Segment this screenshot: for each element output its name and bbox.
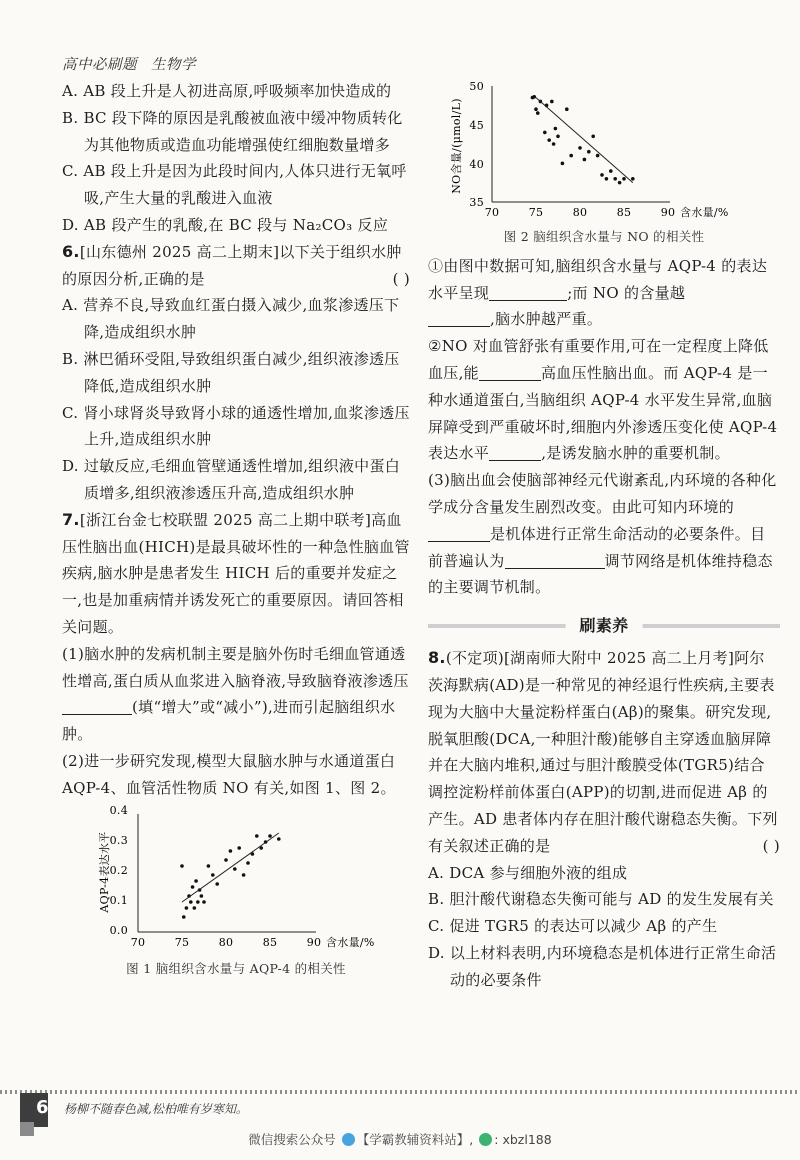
fig2-point-8	[550, 100, 554, 104]
figure-2-caption: 图 2 脑组织含水量与 NO 的相关性	[503, 229, 705, 244]
blank-homeostasis	[428, 523, 490, 542]
left-column	[62, 78, 410, 982]
fig1-point-13	[211, 873, 215, 877]
q5-option-d: D. AB 段产生的乳酸,在 BC 段与 Na₂CO₃ 反应	[62, 215, 389, 234]
fig2-xtick-80: 80	[572, 206, 588, 219]
fig1-ytick-4: 0.4	[109, 803, 128, 817]
fig2-point-12	[561, 162, 565, 166]
q7-part1-text-a: (1)脑水肿的发病机制主要是脑外伤时毛细血管通透性增高,蛋白质从血浆进入脑脊液,导致脑脊液渗透压	[62, 644, 409, 690]
q6-stem: [山东德州 2025 高二上期末]以下关于组织水肿的原因分析,正确的是	[62, 242, 402, 288]
fig1-point-7	[194, 879, 198, 883]
q8-answer-paren: ( )	[762, 836, 780, 855]
fig2-ytick-35: 35	[469, 196, 484, 209]
fig1-point-17	[233, 867, 237, 871]
q8-number: 8.	[428, 648, 446, 668]
fig1-point-15	[224, 858, 228, 862]
r2-text-b: 高血压性脑出血。而 AQP-4 是一种水通道蛋白,当脑组织 AQP-4 水平发生异常,血脑屏障受到严重破坏时,细胞内外渗透压变化使 AQP-4 表达水平	[428, 363, 778, 463]
fig2-point-17	[587, 150, 591, 154]
blank-osmotic	[62, 696, 132, 715]
q8-option-a: A. DCA 参与细胞外液的组成	[428, 863, 628, 882]
fig2-point-11	[556, 134, 560, 138]
fig1-point-0	[180, 864, 184, 868]
fig1-point-5	[191, 885, 195, 889]
q7-part1	[62, 641, 410, 748]
q8-option-b: B. 胆汁酸代谢稳态失衡可能与 AD 的发生发展有关	[428, 890, 774, 909]
figure-2-scatter	[432, 74, 752, 224]
fig2-point-3	[536, 111, 540, 115]
fig1-point-10	[200, 894, 204, 898]
question-8	[428, 645, 780, 859]
r2-text-c: ,是诱发脑水肿的重要机制。	[541, 444, 730, 463]
fig1-ytick-2: 0.2	[109, 863, 128, 877]
page-number: 6	[36, 1097, 49, 1118]
q5-option-b: B. BC 段下降的原因是乳酸被血液中缓冲物质转化为其他物质或造血功能增强使红细胞数量增多	[62, 108, 403, 154]
subject-title: 生物学	[151, 57, 196, 73]
fig1-xlabel: 含水量/%	[326, 935, 375, 949]
q6-option-a: A. 营养不良,导致血红蛋白摄入减少,血浆渗透压下降,造成组织水肿	[62, 296, 400, 342]
r1-text-c: ,脑水肿越严重。	[490, 310, 603, 329]
fig1-point-4	[189, 900, 193, 904]
q8-stem: (不定项)[湖南师大附中 2025 高二上月考]阿尔茨海默病(AD)是一种常见的神经退行性疾病,主要表现为大脑中大量淀粉样蛋白(Aβ)的聚集。研究发现,脱氧胆酸(DCA,一种胆汁酸)能够自主穿透血脑屏障并在大脑内堆积,通过与胆汁酸膜受体(TGR5)结合调控淀粉样前体蛋白(APP)的切割,进而促进 Aβ 的产生。AD 患者体内存在胆汁酸代谢稳态失衡。下列有关叙述正确的是	[428, 649, 778, 855]
fig2-xtick-75: 75	[528, 206, 544, 219]
fig2-point-1	[532, 95, 536, 99]
q6-number: 6.	[62, 241, 80, 261]
section-divider	[428, 611, 780, 641]
blank-expression	[489, 442, 541, 461]
footer-motto: 杨柳不随春色减,松柏唯有岁寒知。	[64, 1102, 248, 1116]
fig1-point-2	[185, 906, 189, 910]
fig2-ytick-50: 50	[469, 80, 484, 93]
fig2-point-13	[565, 107, 569, 111]
running-header	[62, 53, 210, 74]
book-title: 高中必刷题	[62, 57, 137, 73]
fig1-xtick-80: 80	[218, 935, 234, 949]
fig2-ylabel: NO含量/(μmol/L)	[450, 98, 463, 194]
fig1-trendline	[182, 833, 279, 902]
fig2-ytick-45: 45	[469, 119, 484, 132]
fig1-ytick-3: 0.3	[109, 833, 128, 847]
q7-stem: [浙江台金七校联盟 2025 高二上期中联考]高血压性脑出血(HICH)是最具破坏性的一种急性脑血管疾病,脑水肿是患者发生 HICH 后的重要并发症之一,也是加重病情并诱发死亡的重要原因。请回答相关问题。	[62, 510, 410, 636]
q7-part2: (2)进一步研究发现,模型大鼠脑水肿与水通道蛋白 AQP-4、血管活性物质 NO 有关,如图 1、图 2。	[62, 751, 396, 797]
q8-option-d: D. 以上材料表明,内环境稳态是机体进行正常生命活动的必要条件	[428, 943, 777, 989]
fig2-xtick-85: 85	[616, 206, 632, 219]
fig2-xtick-90: 90	[660, 206, 676, 219]
fig1-point-18	[237, 846, 241, 850]
fig1-point-8	[196, 900, 200, 904]
fig1-ytick-0: 0.0	[109, 923, 128, 937]
r3-text-c: 调节网络是机体维持稳态的主要调节机制。	[428, 551, 773, 597]
fig2-point-10	[554, 127, 558, 131]
fig2-point-16	[583, 158, 587, 162]
r1-text-a: ①由图中数据可知,脑组织含水量与 AQP-4 的表达水平呈现	[428, 256, 768, 302]
q5-option-a: A. AB 段上升是人初进高原,呼吸频率加快造成的	[62, 82, 392, 100]
fig1-ytick-1: 0.1	[109, 893, 128, 907]
fig1-point-6	[193, 906, 197, 910]
fig1-point-25	[268, 834, 272, 838]
fig2-point-14	[569, 154, 573, 158]
fig2-point-22	[609, 169, 613, 173]
blank-correlation	[489, 282, 567, 301]
fig1-point-20	[246, 861, 250, 865]
fig2-point-7	[547, 138, 551, 142]
q6-option-c: C. 肾小球肾炎导致肾小球的通透性增加,血浆渗透压上升,造成组织水肿	[62, 403, 410, 449]
fig1-point-26	[277, 837, 281, 841]
q7-number: 7.	[62, 509, 80, 529]
right-column	[428, 74, 780, 994]
fig1-xtick-85: 85	[262, 935, 278, 949]
fig2-point-15	[578, 146, 582, 150]
q5-option-c: C. AB 段上升是因为此段时间内,人体只进行无氧呼吸,产生大量的乳酸进入血液	[62, 162, 407, 208]
fig1-xtick-90: 90	[306, 935, 322, 949]
figure-1-scatter	[68, 803, 375, 956]
r3-text-b: 是机体进行正常生命活动的必要条件。目前普遍认为	[428, 524, 766, 570]
blank-no-level	[428, 308, 490, 327]
r1-text-b: ;而 NO 的含量越	[567, 283, 686, 302]
fig2-point-24	[618, 181, 622, 185]
fig1-xtick-75: 75	[174, 935, 190, 949]
q7-part3	[428, 467, 780, 601]
fig2-point-26	[631, 177, 635, 181]
fig1-point-22	[255, 834, 259, 838]
fig2-point-19	[596, 154, 600, 158]
r2-text-a: ②NO 对血管舒张有重要作用,可在一定程度上降低血压,能	[428, 337, 769, 382]
fig2-point-21	[605, 177, 609, 181]
footer-dotted-rule	[0, 1090, 800, 1094]
fig1-point-11	[202, 900, 206, 904]
question-6	[62, 239, 410, 293]
fig1-ylabel: AQP-4表达水平	[98, 830, 111, 913]
wechat-text-b: 【学霸教辅资料站】,	[356, 1132, 474, 1147]
fig1-point-16	[229, 849, 233, 853]
r3-text-a: (3)脑出血会使脑部神经元代谢紊乱,内环境的各种化学成分含量发生剧烈改变。由此可知内环境的	[428, 471, 777, 516]
fig2-xtick-70: 70	[484, 206, 500, 219]
fig2-point-5	[543, 131, 547, 135]
fig2-ytick-40: 40	[469, 158, 484, 171]
fig1-point-19	[242, 873, 246, 877]
q7-part1-text-b: (填“增大”或“减小”),进而引起脑组织水肿。	[62, 698, 396, 744]
blank-network	[505, 550, 605, 569]
fig2-point-18	[591, 134, 595, 138]
q7-part2-item1	[428, 253, 780, 333]
blank-effect	[479, 362, 541, 381]
question-7	[62, 507, 410, 641]
chat-icon	[479, 1133, 492, 1146]
wechat-notice	[0, 1130, 800, 1148]
fig2-xlabel: 含水量/%	[680, 206, 729, 219]
wechat-text-a: 微信搜索公众号	[248, 1132, 336, 1147]
q6-answer-paren: ( )	[392, 269, 410, 288]
fig2-point-25	[622, 177, 626, 181]
q7-part2-item2	[428, 333, 780, 467]
fig2-point-23	[613, 177, 617, 181]
fig1-point-1	[182, 915, 186, 919]
figure-1-caption: 图 1 脑组织含水量与 AQP-4 的相关性	[126, 960, 346, 976]
fig2-point-9	[552, 142, 556, 146]
fig1-point-12	[207, 864, 211, 868]
section-title: 刷素养	[566, 611, 643, 641]
globe-icon	[342, 1133, 355, 1146]
fig2-point-2	[534, 107, 538, 111]
fig1-xtick-70: 70	[130, 935, 146, 949]
q6-option-d: D. 过敏反应,毛细血管壁通透性增加,组织液中蛋白质增多,组织液渗透压升高,造成组织水肿	[62, 457, 401, 502]
fig1-point-14	[215, 882, 219, 886]
fig2-point-20	[600, 173, 604, 177]
q6-option-b: B. 淋巴循环受阻,导致组织蛋白减少,组织液渗透压降低,造成组织水肿	[62, 349, 400, 395]
q8-option-c: C. 促进 TGR5 的表达可以减少 Aβ 的产生	[428, 917, 718, 936]
fig1-points	[180, 834, 280, 919]
wechat-text-c: : xbzl188	[494, 1132, 552, 1147]
